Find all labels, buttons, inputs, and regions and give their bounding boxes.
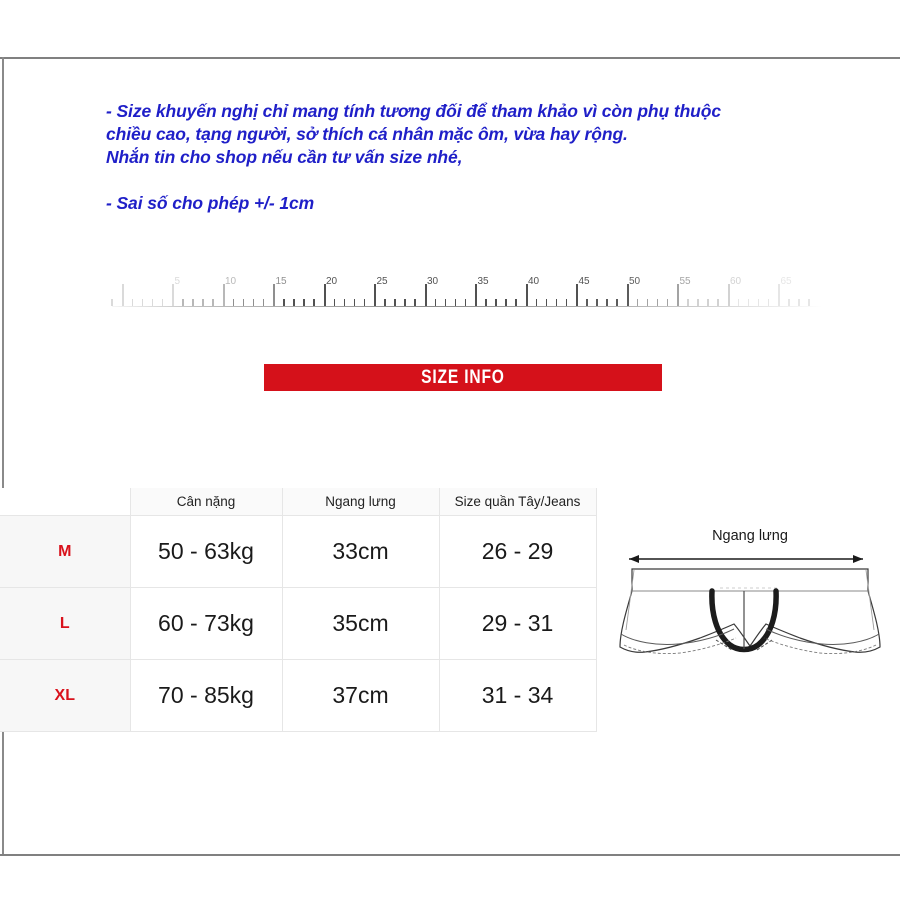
ruler-tick-minor — [586, 299, 588, 306]
ruler-tick-minor — [808, 299, 810, 306]
ruler-tick-minor — [495, 299, 497, 306]
ruler-label: 55 — [679, 276, 691, 287]
ruler-tick-minor — [334, 299, 336, 306]
ruler-tick-major — [778, 284, 780, 306]
cell-jeans: 31 - 34 — [439, 660, 596, 732]
garment-diagram — [612, 528, 888, 678]
page-border-top — [0, 57, 900, 59]
ruler-tick-major — [576, 284, 578, 306]
ruler-tick-minor — [132, 299, 134, 306]
ruler-tick-minor — [616, 299, 618, 306]
ruler-tick-minor — [798, 299, 800, 306]
ruler-tick-minor — [212, 299, 214, 306]
ruler-tick-minor — [556, 299, 558, 306]
ruler-tick-minor — [435, 299, 437, 306]
ruler-tick-minor — [253, 299, 255, 306]
ruler-tick-major — [526, 284, 528, 306]
waist-measure-arrow — [629, 555, 863, 563]
garment-outline — [620, 569, 880, 652]
ruler-label: 5 — [174, 276, 181, 287]
size-table-head — [0, 488, 596, 516]
header-cell-size — [0, 488, 130, 516]
ruler-tick-minor — [687, 299, 689, 306]
ruler-tick-major — [728, 284, 730, 306]
ruler-tick-major — [223, 284, 225, 306]
ruler-label: 25 — [376, 276, 388, 287]
ruler-tick-minor — [697, 299, 699, 306]
ruler-tick-minor — [111, 299, 113, 306]
cell-size: XL — [0, 660, 130, 732]
ruler-tick-minor — [505, 299, 507, 306]
ruler-tick-minor — [313, 299, 315, 306]
ruler-tick-major — [425, 284, 427, 306]
ruler-label: 20 — [326, 276, 338, 287]
diagram-measure-label: Ngang lưng — [712, 528, 788, 544]
ruler-tick-minor — [485, 299, 487, 306]
ruler-tick-minor — [263, 299, 265, 306]
ruler-label: 35 — [477, 276, 489, 287]
header-cell-waist: Ngang lưng — [282, 488, 439, 516]
ruler-baseline — [112, 306, 822, 307]
ruler-tick-minor — [142, 299, 144, 306]
ruler-tick-minor — [243, 299, 245, 306]
ruler-tick-minor — [738, 299, 740, 306]
ruler-tick-major — [273, 284, 275, 306]
ruler-label: 30 — [427, 276, 439, 287]
ruler-tick-minor — [647, 299, 649, 306]
cell-jeans: 26 - 29 — [439, 516, 596, 588]
ruler-label: 10 — [225, 276, 237, 287]
ruler-tick-minor — [657, 299, 659, 306]
cell-jeans: 29 - 31 — [439, 588, 596, 660]
size-table — [0, 488, 597, 732]
note-line-4: - Sai số cho phép +/- 1cm — [106, 193, 315, 213]
page-border-left — [2, 57, 4, 856]
ruler-tick-minor — [788, 299, 790, 306]
ruler-tick-minor — [546, 299, 548, 306]
ruler-tick-minor — [414, 299, 416, 306]
ruler-graphic — [112, 276, 822, 314]
ruler-tick-minor — [445, 299, 447, 306]
ruler-label: 15 — [275, 276, 287, 287]
ruler-tick-minor — [384, 299, 386, 306]
ruler-tick-minor — [758, 299, 760, 306]
ruler-tick-minor — [394, 299, 396, 306]
note-line-1: - Size khuyến nghị chỉ mang tính tương đối để tham khảo vì còn phụ thuộc — [106, 101, 721, 121]
size-advice-note — [106, 100, 826, 215]
ruler-tick-minor — [596, 299, 598, 306]
size-table-container — [0, 488, 596, 732]
size-info-banner-label: SIZE INFO — [421, 366, 505, 388]
header-cell-weight: Cân nặng — [130, 488, 282, 516]
ruler-tick-minor — [354, 299, 356, 306]
ruler-tick-major — [122, 284, 124, 306]
ruler-tick-minor — [182, 299, 184, 306]
ruler-tick-major — [324, 284, 326, 306]
ruler-tick-minor — [283, 299, 285, 306]
cell-weight: 70 - 85kg — [130, 660, 282, 732]
ruler-tick-minor — [202, 299, 204, 306]
size-table-body — [0, 516, 596, 732]
ruler-tick-major — [475, 284, 477, 306]
table-row — [0, 588, 596, 660]
ruler-tick-major — [677, 284, 679, 306]
ruler-tick-minor — [748, 299, 750, 306]
ruler-tick-minor — [536, 299, 538, 306]
ruler-tick-minor — [707, 299, 709, 306]
ruler-tick-minor — [303, 299, 305, 306]
ruler-tick-minor — [566, 299, 568, 306]
header-row — [0, 488, 596, 516]
cell-size: L — [0, 588, 130, 660]
ruler-label: 60 — [730, 276, 742, 287]
ruler-tick-minor — [344, 299, 346, 306]
ruler-tick-minor — [293, 299, 295, 306]
boxer-brief-icon — [612, 550, 888, 678]
cell-waist: 35cm — [282, 588, 439, 660]
ruler-tick-minor — [465, 299, 467, 306]
ruler-label: 65 — [780, 276, 792, 287]
ruler-tick-minor — [162, 299, 164, 306]
table-row — [0, 516, 596, 588]
cell-weight: 60 - 73kg — [130, 588, 282, 660]
ruler-tick-minor — [364, 299, 366, 306]
ruler-tick-minor — [606, 299, 608, 306]
ruler-tick-major — [172, 284, 174, 306]
ruler-tick-minor — [515, 299, 517, 306]
cell-waist: 33cm — [282, 516, 439, 588]
page-border-bottom — [0, 854, 900, 856]
ruler-tick-minor — [637, 299, 639, 306]
header-cell-jeans: Size quần Tây/Jeans — [439, 488, 596, 516]
ruler-tick-minor — [717, 299, 719, 306]
ruler-tick-major — [627, 284, 629, 306]
ruler-label: 50 — [629, 276, 641, 287]
cell-size: M — [0, 516, 130, 588]
table-row — [0, 660, 596, 732]
note-line-2: chiều cao, tạng người, sở thích cá nhân mặc ôm, vừa hay rộng. — [106, 124, 628, 144]
cell-waist: 37cm — [282, 660, 439, 732]
cell-weight: 50 - 63kg — [130, 516, 282, 588]
ruler-label: 45 — [578, 276, 590, 287]
note-line-3: Nhắn tin cho shop nếu cần tư vấn size nhé, — [106, 147, 463, 167]
ruler-tick-minor — [233, 299, 235, 306]
size-info-banner — [264, 364, 662, 391]
ruler-tick-minor — [192, 299, 194, 306]
ruler-tick-minor — [667, 299, 669, 306]
ruler-label: 40 — [528, 276, 540, 287]
ruler-tick-minor — [404, 299, 406, 306]
ruler-tick-major — [374, 284, 376, 306]
ruler-tick-minor — [455, 299, 457, 306]
ruler-tick-minor — [152, 299, 154, 306]
ruler-tick-minor — [768, 299, 770, 306]
